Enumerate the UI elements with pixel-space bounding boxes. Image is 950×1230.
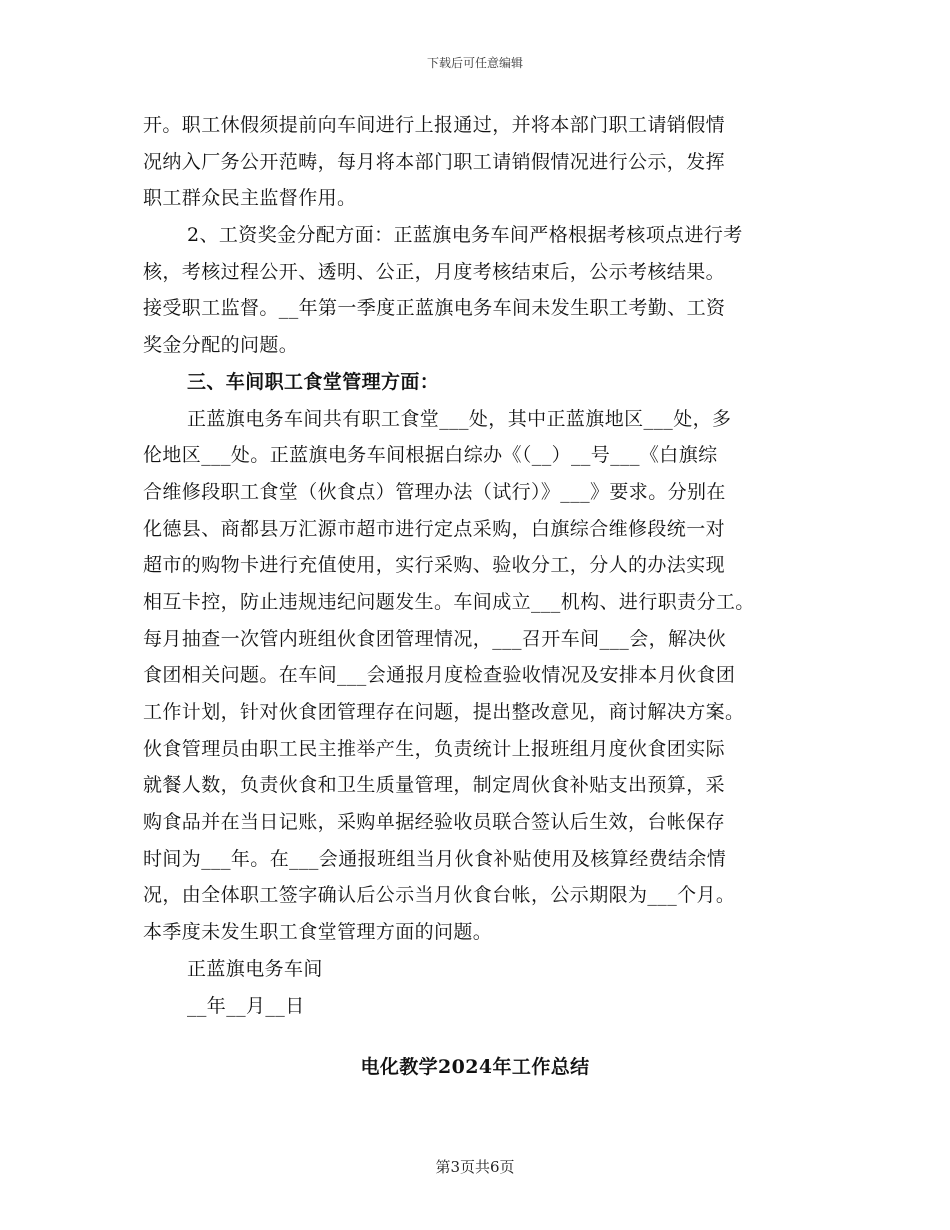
text-line: 时间为___年。在___会通报班组当月伙食补贴使用及核算经费结余情 (143, 847, 727, 870)
header-note: 下载后可任意编辑 (426, 56, 523, 70)
text-line: 每月抽查一次管内班组伙食团管理情况，___召开车间___会，解决伙 (143, 627, 727, 650)
text-line: 开。职工休假须提前向车间进行上报通过，并将本部门职工请销假情 (143, 114, 726, 136)
text-line: 超市的购物卡进行充值使用，实行采购、验收分工，分人的办法实现 (143, 554, 726, 577)
text-line: 职工群众民主监督作用。 (143, 187, 357, 210)
text-line: 况，由全体职工签字确认后公示当月伙食台帐，公示期限为___个月。 (143, 884, 736, 907)
document-body (143, 107, 808, 1024)
section-title: 电化教学2024年工作总结 (360, 1056, 590, 1078)
text-line: 2、工资奖金分配方面：正蓝旗电务车间严格根据考核项点进行考 (187, 224, 743, 247)
text-line: 伦地区___处。正蓝旗电务车间根据白综办《（__）__号___《白旗综 (143, 444, 718, 467)
section-heading: 三、车间职工食堂管理方面： (187, 370, 440, 393)
text-line: 正蓝旗电务车间 (187, 957, 323, 980)
text-line: 伙食管理员由职工民主推举产生，负责统计上报班组月度伙食团实际 (143, 737, 726, 760)
text-line: 核，考核过程公开、透明、公正，月度考核结束后，公示考核结果。 (143, 260, 726, 283)
text-line: 正蓝旗电务车间共有职工食堂___处，其中正蓝旗地区___处，多 (187, 407, 732, 430)
text-line: 工作计划，针对伙食团管理存在问题，提出整改意见，商讨解决方案。 (143, 701, 745, 723)
text-line: 本季度未发生职工食堂管理方面的问题。 (143, 921, 493, 944)
text-line: 就餐人数，负责伙食和卫生质量管理，制定周伙食补贴支出预算，采 (143, 774, 726, 797)
text-line: 合维修段职工食堂（伙食点）管理办法（试行）》___》要求。分别在 (143, 480, 726, 503)
text-line: __年__月__日 (187, 994, 305, 1017)
text-line: 奖金分配的问题。 (143, 334, 299, 357)
page-footer: 第3页共6页 (435, 1158, 515, 1176)
text-line: 况纳入厂务公开范畴，每月将本部门职工请销假情况进行公示，发挥 (143, 150, 726, 173)
text-line: 接受职工监督。__年第一季度正蓝旗电务车间未发生职工考勤、工资 (143, 297, 726, 320)
text-line: 食团相关问题。在车间___会通报月度检查验收情况及安排本月伙食团 (143, 664, 736, 687)
text-line: 相互卡控，防止违规违纪问题发生。车间成立___机构、进行职责分工。 (143, 590, 755, 613)
text-line: 购食品并在当日记账，采购单据经验收员联合签认后生效，台帐保存 (143, 811, 726, 834)
text-line: 化德县、商都县万汇源市超市进行定点采购，白旗综合维修段统一对 (143, 517, 726, 540)
